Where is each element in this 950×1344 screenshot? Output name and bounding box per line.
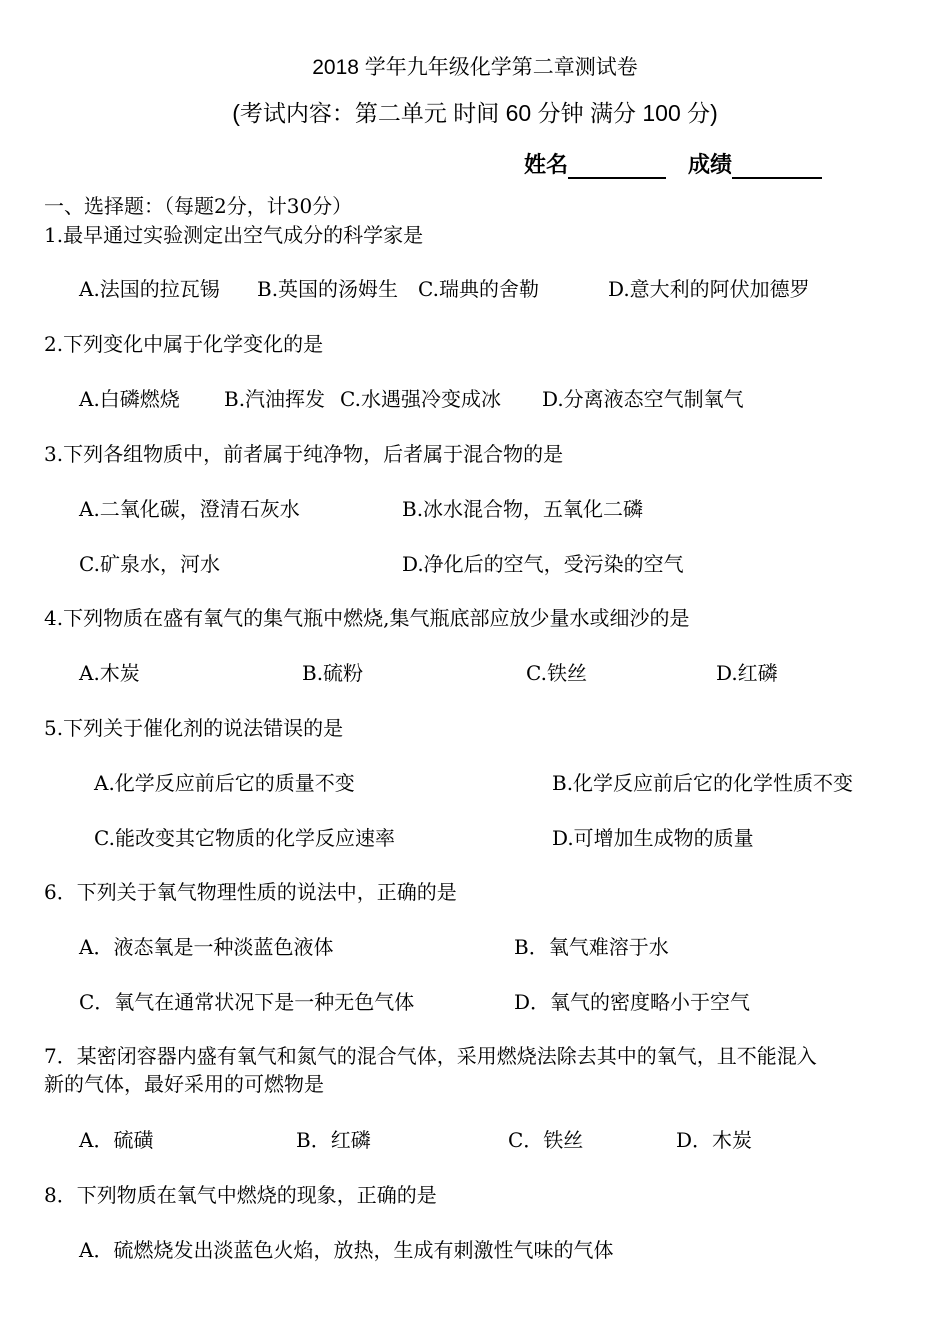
option-a: A.法国的拉瓦锡 (79, 277, 220, 301)
option-a: A.化学反应前后它的质量不变 (94, 771, 355, 795)
option-c: C.矿泉水，河水 (79, 552, 220, 576)
name-blank[interactable] (568, 155, 666, 179)
name-label: 姓名 (524, 152, 569, 177)
question-stem: 4.下列物质在盛有氧气的集气瓶中燃烧,集气瓶底部应放少量水或细沙的是 (44, 606, 690, 630)
question-stem: 3.下列各组物质中，前者属于纯净物，后者属于混合物的是 (44, 442, 564, 466)
option-d: D.红磷 (716, 661, 778, 685)
option-d: D.分离液态空气制氧气 (542, 387, 744, 411)
option-c: C.瑞典的舍勒 (418, 277, 539, 301)
option-c: C.水遇强冷变成冰 (340, 387, 501, 411)
option-c: C.铁丝 (526, 661, 587, 685)
question-stem: 7．某密闭容器内盛有氧气和氮气的混合气体，采用燃烧法除去其中的氧气，且不能混入 (44, 1044, 817, 1068)
question-stem: 1.最早通过实验测定出空气成分的科学家是 (44, 223, 424, 247)
exam-subtitle: (考试内容：第二单元 时间 60 分钟 满分 100 分) (232, 100, 718, 126)
option-a: A．液态氧是一种淡蓝色液体 (79, 935, 334, 959)
option-d: D.净化后的空气，受污染的空气 (402, 552, 684, 576)
option-c: C.能改变其它物质的化学反应速率 (94, 826, 395, 850)
option-d: D．木炭 (676, 1128, 753, 1152)
score-blank[interactable] (732, 155, 822, 179)
option-d: D.可增加生成物的质量 (552, 826, 754, 850)
option-d: D．氧气的密度略小于空气 (514, 990, 751, 1014)
student-info-row (524, 148, 822, 179)
option-b: B．红磷 (296, 1128, 371, 1152)
option-b: B.汽油挥发 (224, 387, 326, 411)
question-stem: 5.下列关于催化剂的说法错误的是 (44, 716, 344, 740)
option-a: A.白磷燃烧 (79, 387, 180, 411)
option-b: B.化学反应前后它的化学性质不变 (552, 771, 854, 795)
option-a: A.二氧化碳，澄清石灰水 (79, 497, 300, 521)
option-c: C．氧气在通常状况下是一种无色气体 (79, 990, 415, 1014)
option-b: B．氧气难溶于水 (514, 935, 669, 959)
exam-title: 2018 学年九年级化学第二章测试卷 (312, 56, 638, 79)
section-heading: 一、选择题：（每题2分，计30分） (44, 194, 353, 218)
question-stem: 2.下列变化中属于化学变化的是 (44, 332, 324, 356)
option-a: A．硫燃烧发出淡蓝色火焰，放热，生成有刺激性气味的气体 (79, 1238, 614, 1262)
question-stem-continued: 新的气体，最好采用的可燃物是 (44, 1072, 324, 1096)
option-b: B.硫粉 (302, 661, 364, 685)
score-label: 成绩 (688, 152, 733, 177)
option-b: B.英国的汤姆生 (257, 277, 399, 301)
question-stem: 8．下列物质在氧气中燃烧的现象，正确的是 (44, 1183, 437, 1207)
question-stem: 6．下列关于氧气物理性质的说法中，正确的是 (44, 880, 457, 904)
option-d: D.意大利的阿伏加德罗 (608, 277, 810, 301)
option-b: B.冰水混合物，五氧化二磷 (402, 497, 644, 521)
option-c: C．铁丝 (508, 1128, 584, 1152)
option-a: A．硫磺 (79, 1128, 154, 1152)
option-a: A.木炭 (79, 661, 140, 685)
